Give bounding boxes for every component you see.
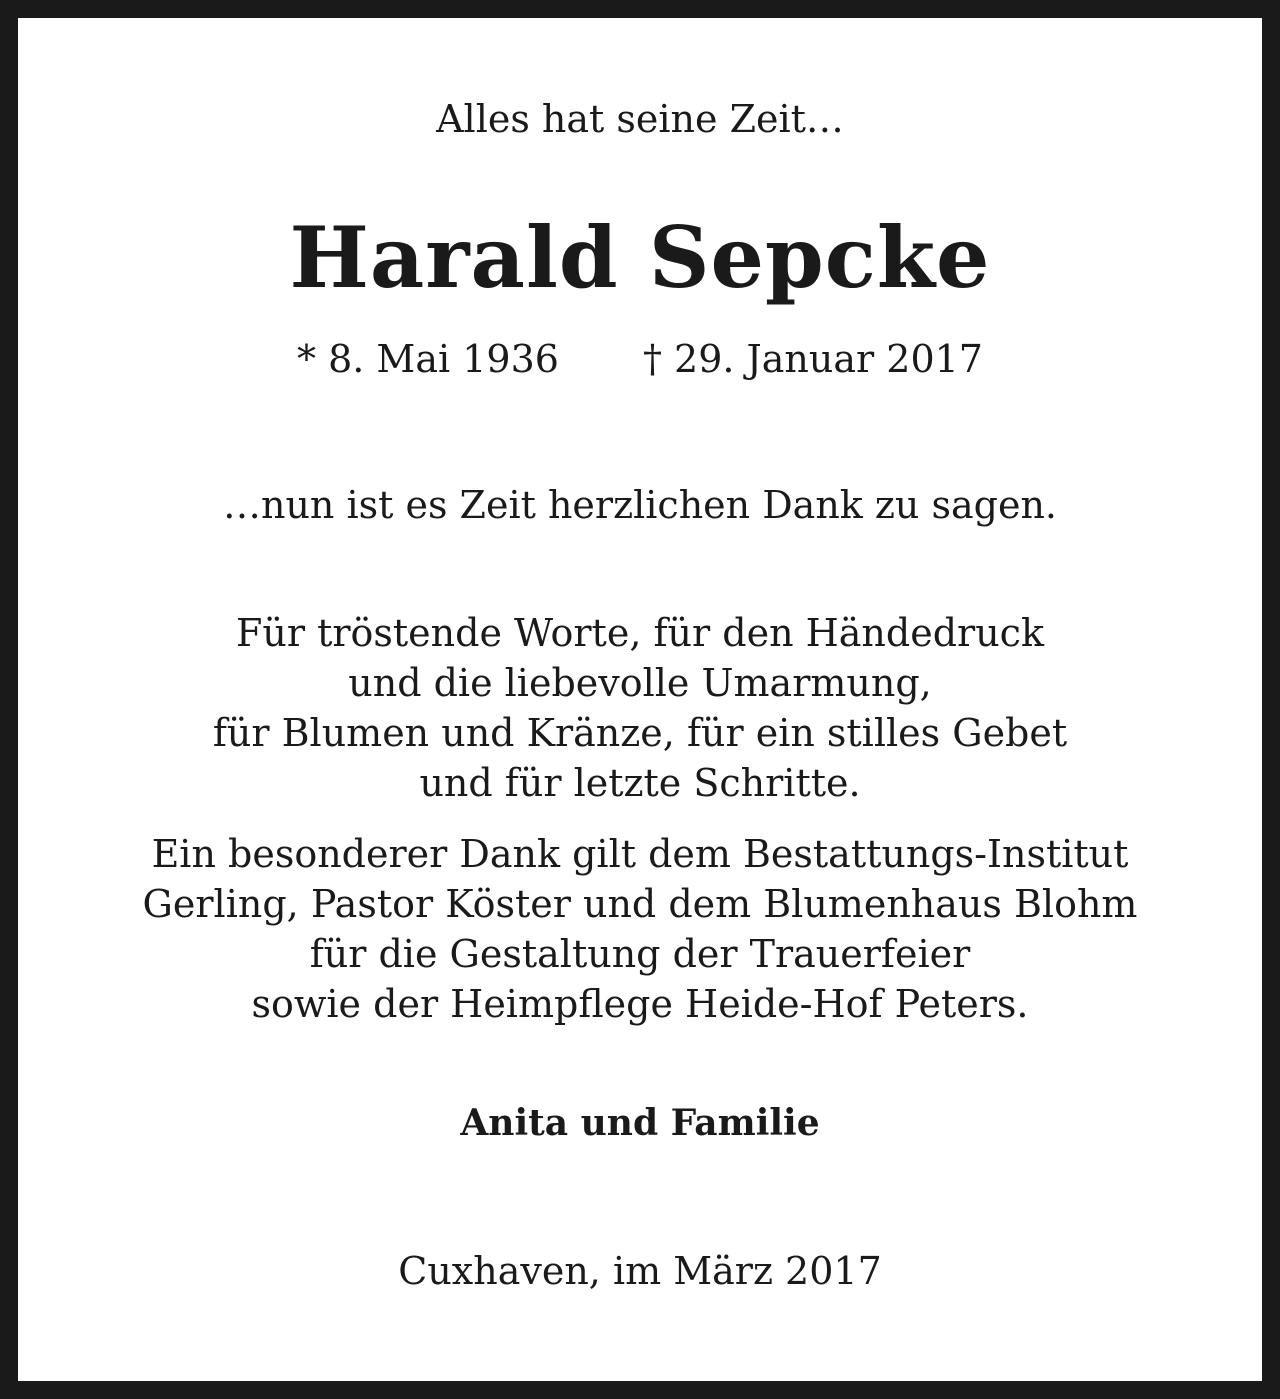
paragraph-line: für Blumen und Kränze, für ein stilles Gebet bbox=[212, 711, 1068, 755]
paragraph-line: und für letzte Schritte. bbox=[419, 761, 861, 805]
death-date: † 29. Januar 2017 bbox=[642, 337, 983, 381]
deceased-name: Harald Sepcke bbox=[289, 208, 991, 307]
paragraph-line: für die Gestaltung der Trauerfeier bbox=[309, 932, 971, 976]
paragraph-line: Gerling, Pastor Köster und dem Blumenhaus Blohm bbox=[142, 882, 1138, 926]
paragraph-line: Ein besonderer Dank gilt dem Bestattungs-Institut bbox=[151, 832, 1129, 876]
birth-date: * 8. Mai 1936 bbox=[297, 337, 559, 381]
place-and-date: Cuxhaven, im März 2017 bbox=[398, 1249, 882, 1293]
paragraph-line: sowie der Heimpflege Heide-Hof Peters. bbox=[251, 982, 1029, 1026]
thanks-line: …nun ist es Zeit herzlichen Dank zu sagen. bbox=[222, 483, 1057, 527]
paragraph-line: Für tröstende Worte, für den Händedruck bbox=[236, 611, 1044, 655]
thanks-paragraph-2 bbox=[18, 829, 1262, 1029]
paragraph-line: und die liebevolle Umarmung, bbox=[348, 661, 932, 705]
life-dates bbox=[18, 336, 1262, 382]
intro-line: Alles hat seine Zeit… bbox=[436, 97, 844, 141]
thanks-paragraph-1 bbox=[18, 608, 1262, 808]
signature: Anita und Familie bbox=[460, 1102, 820, 1144]
